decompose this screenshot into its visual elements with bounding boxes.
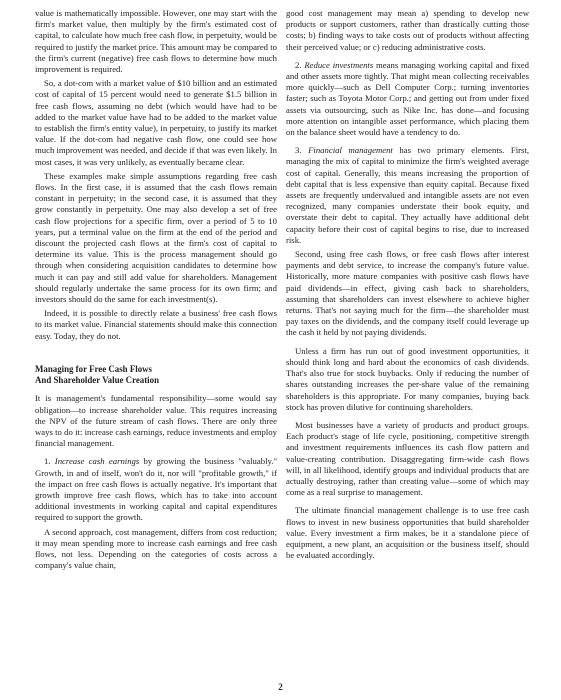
paragraph	[286, 145, 529, 246]
paragraph: Most businesses have a variety of products and product groups. Each product's stage of life cycle, positioning, competitive strength and investment requirements influences its cash flow pattern and value-creating contribution. Disaggregating firm-wide cash flows will, in all likelihood, identify groups and individual products that are actually destroying, rather than creating value—some of which may come as a real surprise to management.	[286, 419, 529, 498]
paragraph	[286, 60, 529, 138]
left-column	[35, 8, 277, 574]
paragraph: good cost management may mean a) spending to develop new products or support customers, rather than drastically cutting those costs; b) finding ways to take costs out of products without affecting their perceived value; or c) reducing administrative costs.	[286, 8, 529, 52]
paragraph: Indeed, it is possible to directly relate a business' free cash flows to its market value. Financial statements should make this connection easy. Today, they do not.	[35, 308, 277, 341]
list-number: 3.	[295, 145, 309, 156]
paragraph: The ultimate financial management challenge is to use free cash flows to invest in new business opportunities that build shareholder value. Every investment a firm makes, be it a standalone piece of equipment, a new plant, an acquisition or the business itself, should be evaluated accordingly.	[286, 505, 529, 561]
paragraph: So, a dot-com with a market value of $10 billion and an estimated cost of capital of 15 percent would need to generate $1.5 billion in free cash flows, assuming no debt (which would have had to be added to the market value have had to be added to the market value to establish the firm's entity value), in perpetuity, to justify its market value. If the dot-com had negative cash flow, one could see how much improvement was needed, and decide if that was even likely. In most cases, it was very unlikely, as eventually became clear.	[35, 78, 277, 167]
paragraph-text: means managing working capital and fixed and other assets more tightly. That might mean collecting receivables more quickly—such as Dell Computer Corp.; turning inventories faster; such as Toyota Motor Corp.; and getting out from under fixed assets via outsourcing, such as Nike Inc. has done—and focusing more attention on intangible asset performance, which placing them on the balance sheet would have a tendency to do.	[286, 59, 530, 138]
paragraph: It is management's fundamental responsibility—some would say obligation—to increase shareholder value. This requires increasing the NPV of the future stream of cash flows. There are only three ways to do it: increase cash earnings, reduce investments and employ financial management.	[35, 393, 277, 449]
section-heading-line: Managing for Free Cash Flows	[35, 363, 153, 374]
paragraph: Second, using free cash flows, or free cash flows after interest payments and debt service, to increase the company's future value. Historically, more mature companies with positive cash flows have paid dividends—in effect, giving cash back to shareholders, assuming that shareholders can invest elsewhere to achieve higher returns. That's not saying much for the firm—the shareholder must pay taxes on the dividends, and the company itself could leverage up the cash it held by not paying dividends.	[286, 249, 529, 338]
paragraph	[35, 456, 277, 523]
italic-term: Financial management	[308, 145, 393, 156]
section-heading-line: And Shareholder Value Creation	[35, 375, 160, 386]
paragraph: value is mathematically impossible. However, one may start with the firm's market value, then multiply by the firm's estimated cost of capital, to calculate how much free cash flow, in perpetuity, would be required to justify the market price. This amount may be compared to the firm's current (negative) free cash flows to determine how much improvement is required.	[35, 8, 277, 75]
italic-term: Reduce investments	[304, 59, 374, 70]
right-column	[286, 8, 529, 564]
page-number: 2	[278, 682, 283, 692]
paragraph-text: has two primary elements. First, managing the mix of capital to minimize the firm's weighted average cost of capital. Generally, this means increasing the proportion of debt capital that is less expensive than equity capital. Because fixed assets are frequently undervalued and intangible assets are not even recognized, many companies understate their book equity, and overstate their debt to capital. They actually have additional debt capacity before their cost of capital begins to rise, due to increased risk.	[286, 145, 529, 245]
paragraph: These examples make simple assumptions regarding free cash flows. In the first case, it is assumed that the cash flows remain constant in perpetuity; in the second case, it is assumed that they grow constantly in perpetuity. One may also develop a set of free cash flow projections for a specific firm, over a period of 5 to 10 years, put a terminal value on the firm at the end of the period and discount the projected cash flows at the firm's cost of capital to determine its value. This is the process management should go through when considering acquisition candidates to determine how much it can pay and still add value for shareholders. Management should regularly undertake the same process for its own firm; and investors should do the same for each investment(s).	[35, 170, 277, 305]
paragraph: A second approach, cost management, differs from cost reduction; it may mean spending more to increase cash earnings and free cash flows, not less. Depending on the categories of costs across a company's value chain,	[35, 526, 277, 571]
section-heading	[35, 364, 277, 386]
paragraph: Unless a firm has run out of good investment opportunities, it should think long and hard about the economics of cash dividends. That's also true for stock buybacks. Only if reducing the number of shares outstanding increases the per-share value of the remaining shareholders is this appropriate. For many companies, buying back stock has proven dilutive for continuing shareholders.	[286, 345, 529, 412]
paragraph-text: by growing the business "valuably." Growth, in and of itself, won't do it, nor will "profitable growth," if the impact on free cash flows is actually negative. It's important that growth improve free cash flows, which has to take into account additional investments in working capital and capital expenditures required to support the growth.	[35, 456, 277, 523]
italic-term: Increase cash earnings	[54, 456, 140, 467]
list-number: 2.	[295, 59, 305, 70]
list-number: 1.	[44, 456, 55, 467]
